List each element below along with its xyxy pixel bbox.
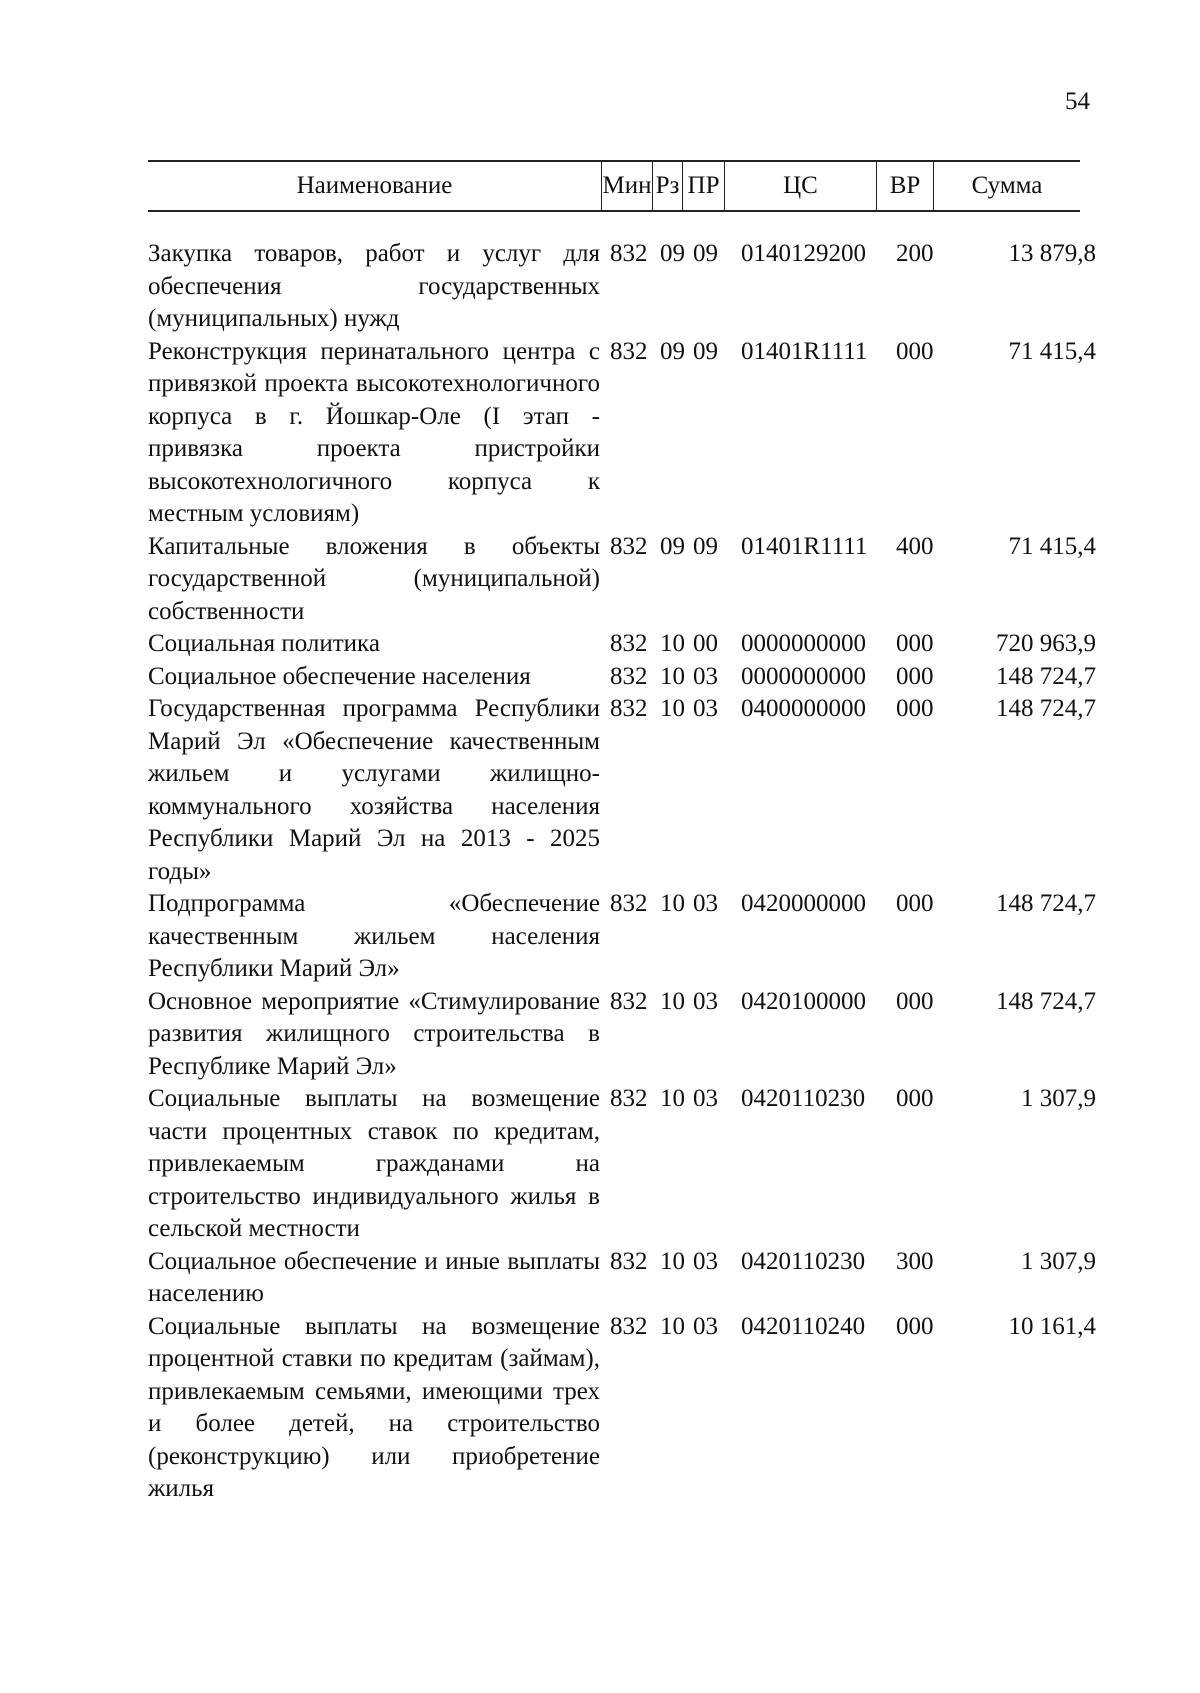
- row-min: 832: [610, 337, 648, 365]
- table-row: [148, 888, 1098, 986]
- row-codes: [600, 888, 1096, 921]
- row-sum: 148 724,7: [996, 662, 1096, 690]
- row-min: 832: [610, 987, 648, 1015]
- row-rz: 09: [660, 337, 685, 365]
- row-codes: [600, 336, 1096, 369]
- row-cs: 01401R1111: [741, 532, 868, 560]
- row-sum: 148 724,7: [996, 890, 1096, 917]
- table-row: [148, 1083, 1098, 1246]
- row-rz: 10: [660, 1312, 685, 1340]
- row-codes: [600, 986, 1096, 1019]
- header-rz: Рз: [652, 162, 682, 210]
- row-vr: 200: [896, 240, 934, 267]
- row-codes: [600, 1311, 1096, 1344]
- row-sum: 1 307,9: [1021, 1085, 1096, 1112]
- row-sum: 148 724,7: [996, 695, 1096, 722]
- row-min: 832: [610, 662, 648, 690]
- row-pr: 03: [693, 1085, 718, 1112]
- row-pr: 00: [693, 630, 718, 657]
- table-row: [148, 986, 1098, 1084]
- row-name: Государственная программа Республики Марий Эл «Обеспечение качественным жильем и услугами жилищно-коммунального хозяйства населения Республики Марий Эл на 2013 - 2025 годы»: [148, 695, 600, 885]
- row-rz: 10: [660, 662, 685, 690]
- table-row: [148, 1311, 1098, 1506]
- row-rz: 10: [660, 695, 685, 722]
- row-sum: 10 161,4: [1008, 1312, 1096, 1340]
- row-rz: 10: [660, 987, 685, 1015]
- row-name: Реконструкция перинатального центра с привязкой проекта высокотехнологичного корпуса в г. Йошкар-Оле (I этап - привязка проекта пристройки высокотехнологичного корпуса к местным условиям): [148, 337, 600, 527]
- row-sum: 13 879,8: [1008, 240, 1096, 267]
- row-pr: 03: [693, 662, 718, 690]
- header-cs: ЦС: [724, 162, 876, 210]
- row-vr: 000: [896, 890, 934, 917]
- row-codes: [600, 693, 1096, 726]
- row-cs: 0140129200: [741, 240, 866, 267]
- row-sum: 1 307,9: [1021, 1247, 1096, 1275]
- row-pr: 09: [693, 240, 718, 267]
- row-min: 832: [610, 630, 648, 657]
- row-cs: 0420110230: [741, 1247, 866, 1275]
- row-sum: 148 724,7: [996, 987, 1096, 1015]
- row-min: 832: [610, 240, 648, 267]
- row-cs: 0420110230: [741, 1085, 866, 1112]
- row-vr: 000: [896, 695, 934, 722]
- row-codes: [600, 531, 1096, 564]
- row-name: Капитальные вложения в объекты государственной (муниципальной) собственности: [148, 532, 600, 625]
- row-cs: 0400000000: [741, 695, 866, 722]
- row-name: Социальные выплаты на возмещение процентной ставки по кредитам (займам), привлекаемым семьями, имеющими трех и более детей, на строительство (реконструкцию) или приобретение жилья: [148, 1312, 600, 1502]
- row-sum: 720 963,9: [996, 630, 1096, 657]
- row-codes: [600, 1246, 1096, 1279]
- row-name: Социальные выплаты на возмещение части процентных ставок по кредитам, привлекаемым гражданами на строительство индивидуального жилья в сельской местности: [148, 1085, 600, 1242]
- table-row: [148, 661, 1098, 694]
- row-sum: 71 415,4: [1008, 532, 1096, 560]
- row-pr: 09: [693, 532, 718, 560]
- header-name: Наименование: [296, 172, 453, 199]
- row-pr: 03: [693, 695, 718, 722]
- row-rz: 10: [660, 1085, 685, 1112]
- header-pr: ПР: [682, 162, 724, 210]
- table-row: [148, 693, 1098, 888]
- table-row: [148, 1246, 1098, 1311]
- row-vr: 000: [896, 1085, 934, 1112]
- row-name: Социальное обеспечение и иные выплаты населению: [148, 1247, 600, 1307]
- row-vr: 000: [896, 662, 934, 690]
- table-row: [148, 628, 1098, 661]
- row-pr: 03: [693, 890, 718, 917]
- row-name: Социальное обеспечение населения: [148, 662, 531, 690]
- row-rz: 10: [660, 890, 685, 917]
- row-vr: 000: [896, 1312, 934, 1340]
- table-row: [148, 531, 1098, 629]
- row-rz: 10: [660, 630, 685, 657]
- row-cs: 0420100000: [741, 987, 866, 1015]
- row-pr: 03: [693, 987, 718, 1015]
- row-vr: 000: [896, 987, 934, 1015]
- header-vr: ВР: [876, 162, 933, 210]
- header-min: Мин: [601, 162, 652, 210]
- row-vr: 000: [896, 630, 934, 657]
- row-vr: 400: [896, 532, 934, 560]
- row-vr: 300: [896, 1247, 934, 1275]
- table-row: [148, 238, 1098, 336]
- page-number: 54: [1065, 88, 1090, 115]
- row-name: Подпрограмма «Обеспечение качественным жильем населения Республики Марий Эл»: [148, 890, 600, 982]
- header-sum: Сумма: [933, 162, 1080, 210]
- row-rz: 10: [660, 1247, 685, 1275]
- row-name: Закупка товаров, работ и услуг для обеспечения государственных (муниципальных) нужд: [148, 240, 600, 332]
- row-name: Основное мероприятие «Стимулирование развития жилищного строительства в Республике Марий Эл»: [148, 987, 600, 1080]
- table-body: [148, 238, 1098, 1506]
- row-cs: 0420000000: [741, 890, 866, 917]
- row-codes: [600, 1083, 1096, 1116]
- row-sum: 71 415,4: [1008, 337, 1096, 365]
- row-cs: 0000000000: [741, 630, 866, 657]
- row-codes: [600, 238, 1096, 271]
- table-row: [148, 336, 1098, 531]
- row-name: Социальная политика: [148, 630, 380, 657]
- row-codes: [600, 628, 1096, 661]
- row-min: 832: [610, 890, 648, 917]
- row-cs: 0000000000: [741, 662, 866, 690]
- row-codes: [600, 661, 1096, 694]
- row-vr: 000: [896, 337, 934, 365]
- row-rz: 09: [660, 240, 685, 267]
- row-min: 832: [610, 695, 648, 722]
- table-header: [148, 160, 1080, 212]
- row-rz: 09: [660, 532, 685, 560]
- row-pr: 09: [693, 337, 718, 365]
- row-min: 832: [610, 1312, 648, 1340]
- row-min: 832: [610, 532, 648, 560]
- row-cs: 0420110240: [741, 1312, 866, 1340]
- row-pr: 03: [693, 1312, 718, 1340]
- row-min: 832: [610, 1085, 648, 1112]
- row-min: 832: [610, 1247, 648, 1275]
- row-pr: 03: [693, 1247, 718, 1275]
- row-cs: 01401R1111: [741, 337, 868, 365]
